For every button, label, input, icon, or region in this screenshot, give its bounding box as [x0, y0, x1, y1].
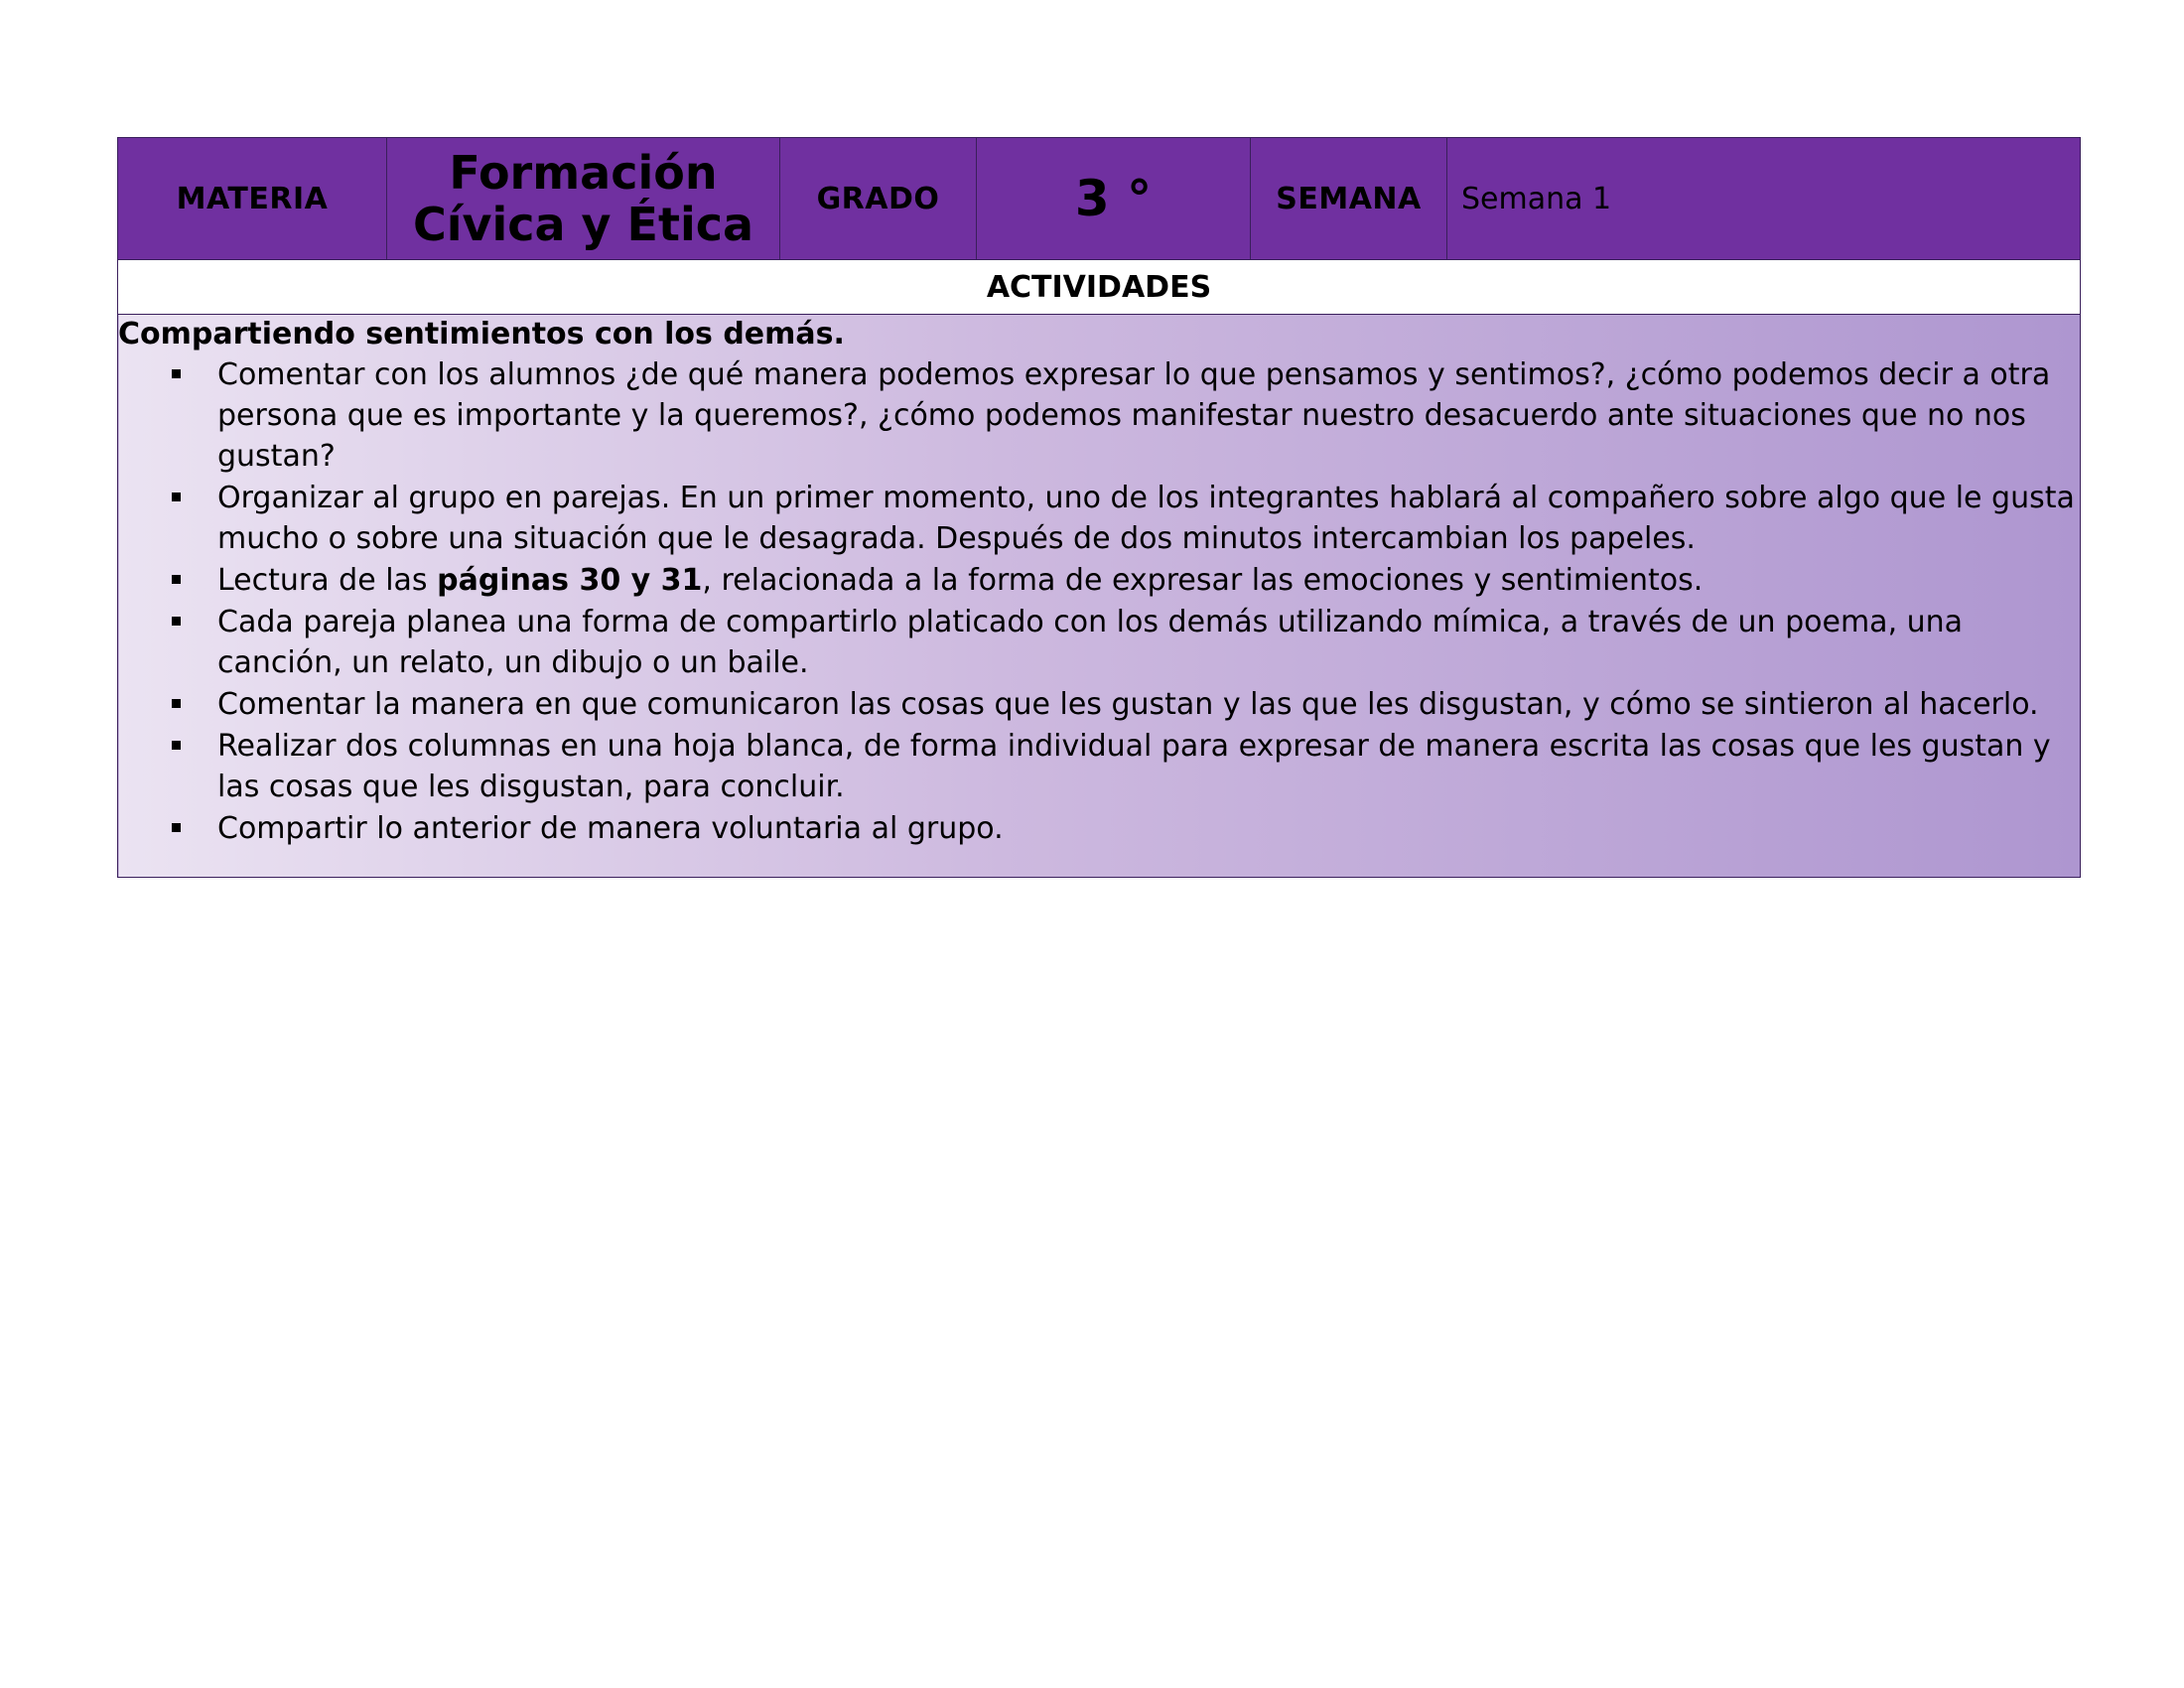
list-item-text: Cada pareja planea una forma de compartirlo platicado con los demás utilizando mímica, a través de un poema, una canción, un relato, un dibujo o un baile. [217, 605, 1964, 680]
list-item-text-after: , relacionada a la forma de expresar las emociones y sentimientos. [702, 563, 1704, 598]
pages-reference: páginas 30 y 31 [437, 563, 703, 598]
square-bullet-icon [172, 492, 181, 501]
square-bullet-icon [172, 741, 181, 750]
list-item-text: Comentar con los alumnos ¿de qué manera podemos expresar lo que pensamos y sentimos?, ¿cómo podemos decir a otra persona que es importante y la queremos?, ¿cómo podemos manifestar nuestro desacuerdo ante situaciones que no nos gustan? [217, 357, 2051, 474]
materia-value-line2: Cívica y Ética [412, 198, 754, 251]
materia-label-cell [118, 138, 387, 260]
header-row [118, 138, 2081, 260]
actividades-row [118, 260, 2081, 315]
list-item-text-before: Lectura de las [217, 563, 438, 598]
list-item [118, 808, 2080, 849]
list-item [118, 478, 2080, 559]
semana-label: SEMANA [1276, 181, 1422, 216]
list-item [118, 726, 2080, 807]
grado-label: GRADO [816, 181, 940, 216]
grado-value-cell [977, 138, 1251, 260]
grado-value: 3 ° [1074, 170, 1153, 227]
list-item [118, 602, 2080, 683]
materia-value [413, 147, 753, 250]
square-bullet-icon [172, 617, 181, 626]
list-item [118, 684, 2080, 725]
materia-value-line1: Formación [449, 146, 718, 200]
activities-body-row [118, 315, 2081, 878]
square-bullet-icon [172, 575, 181, 584]
list-item-text: Realizar dos columnas en una hoja blanca, de forma individual para expresar de manera escrita las cosas que les gustan y las cosas que les disgustan, para concluir. [217, 729, 2051, 804]
materia-value-cell [387, 138, 780, 260]
activities-cell [118, 315, 2081, 878]
square-bullet-icon [172, 823, 181, 832]
materia-label: MATERIA [176, 181, 329, 216]
list-item [118, 560, 2080, 601]
lesson-plan-table [117, 137, 2081, 878]
list-item-text: Organizar al grupo en parejas. En un primer momento, uno de los integrantes hablará al compañero sobre algo que le gusta mucho o sobre una situación que le desagrada. Después de dos minutos intercambian los papeles. [217, 481, 2075, 556]
semana-value-cell [1447, 138, 2081, 260]
semana-label-cell [1251, 138, 1447, 260]
square-bullet-icon [172, 369, 181, 378]
section-title: Compartiendo sentimientos con los demás. [118, 317, 845, 352]
semana-value: Semana 1 [1461, 181, 1612, 216]
grado-label-cell [780, 138, 977, 260]
list-item [118, 354, 2080, 477]
square-bullet-icon [172, 699, 181, 708]
list-item-text: Compartir lo anterior de manera voluntaria al grupo. [217, 811, 1004, 846]
actividades-heading: ACTIVIDADES [118, 260, 2081, 315]
list-item-text: Comentar la manera en que comunicaron las cosas que les gustan y las que les disgustan, y cómo se sintieron al hacerlo. [217, 687, 2039, 722]
activities-list [118, 354, 2080, 849]
